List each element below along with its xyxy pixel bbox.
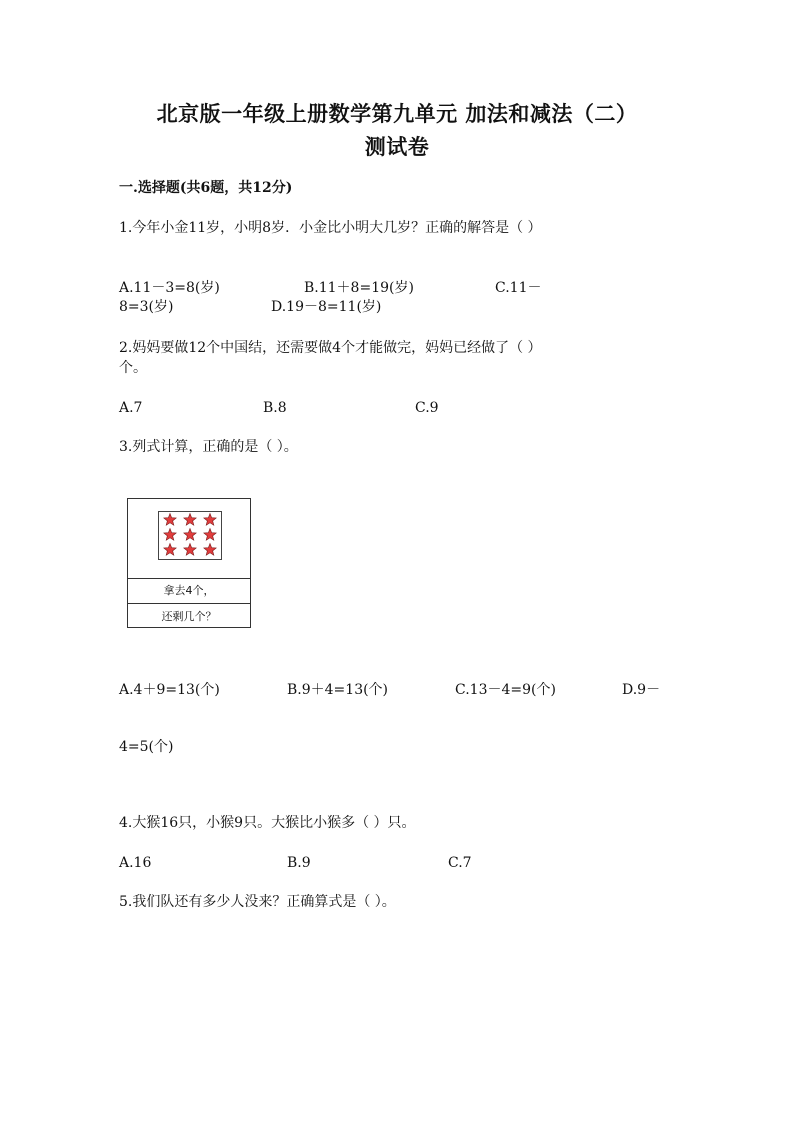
q1-option-c: C.11－ bbox=[495, 280, 542, 296]
q1-option-d: D.19－8=11(岁) bbox=[271, 299, 382, 315]
question-2-stem: 2.妈妈要做12个中国结，还需要做4个才能做完，妈妈已经做了（ ） bbox=[119, 340, 542, 356]
q3-option-b: B.9＋4=13(个) bbox=[287, 682, 389, 698]
q3-figure-row-2: 还剩几个？ bbox=[161, 610, 217, 623]
section-title: 一.选择题(共6题，共12分) bbox=[119, 180, 293, 196]
page-subtitle: 测试卷 bbox=[364, 134, 430, 159]
star-icon bbox=[184, 514, 196, 526]
star-icon bbox=[164, 544, 176, 556]
question-3-stem: 3.列式计算，正确的是（ ）。 bbox=[119, 439, 298, 455]
star-icon bbox=[164, 514, 176, 526]
q4-option-c: C.7 bbox=[448, 855, 472, 871]
q2-option-c: C.9 bbox=[415, 400, 439, 416]
star-icon bbox=[204, 514, 216, 526]
star-icon bbox=[184, 544, 196, 556]
star-icon bbox=[184, 529, 196, 541]
star-icon bbox=[204, 544, 216, 556]
question-5-stem: 5.我们队还有多少人没来？正确算式是（ ）。 bbox=[119, 894, 396, 910]
q1-option-b: B.11＋8=19(岁) bbox=[304, 280, 414, 296]
q3-option-d: D.9－ bbox=[622, 682, 661, 698]
q3-option-a: A.4＋9=13(个) bbox=[119, 682, 220, 698]
star-icon bbox=[164, 529, 176, 541]
star-frame bbox=[158, 511, 222, 560]
q4-option-a: A.16 bbox=[119, 855, 152, 871]
q4-option-b: B.9 bbox=[287, 855, 311, 871]
page-title: 北京版一年级上册数学第九单元 加法和减法（二） bbox=[156, 101, 638, 126]
question-4-stem: 4.大猴16只，小猴9只。大猴比小猴多（ ）只。 bbox=[119, 815, 416, 831]
q3-figure-picture bbox=[128, 499, 250, 579]
q1-option-c-cont: 8=3(岁) bbox=[119, 299, 174, 315]
q3-option-c: C.13－4=9(个) bbox=[455, 682, 556, 698]
q1-option-a: A.11－3=8(岁) bbox=[119, 280, 220, 296]
q3-figure bbox=[127, 498, 251, 628]
stars-group bbox=[159, 512, 221, 559]
q3-figure-row-1: 拿去4个， bbox=[128, 578, 250, 604]
q3-option-d-cont: 4=5(个) bbox=[119, 739, 174, 755]
question-1-stem: 1.今年小金11岁，小明8岁．小金比小明大几岁？正确的解答是（ ） bbox=[119, 220, 542, 236]
star-icon bbox=[204, 529, 216, 541]
q2-option-b: B.8 bbox=[263, 400, 287, 416]
question-2-stem-cont: 个。 bbox=[119, 360, 147, 376]
q2-option-a: A.7 bbox=[119, 400, 143, 416]
